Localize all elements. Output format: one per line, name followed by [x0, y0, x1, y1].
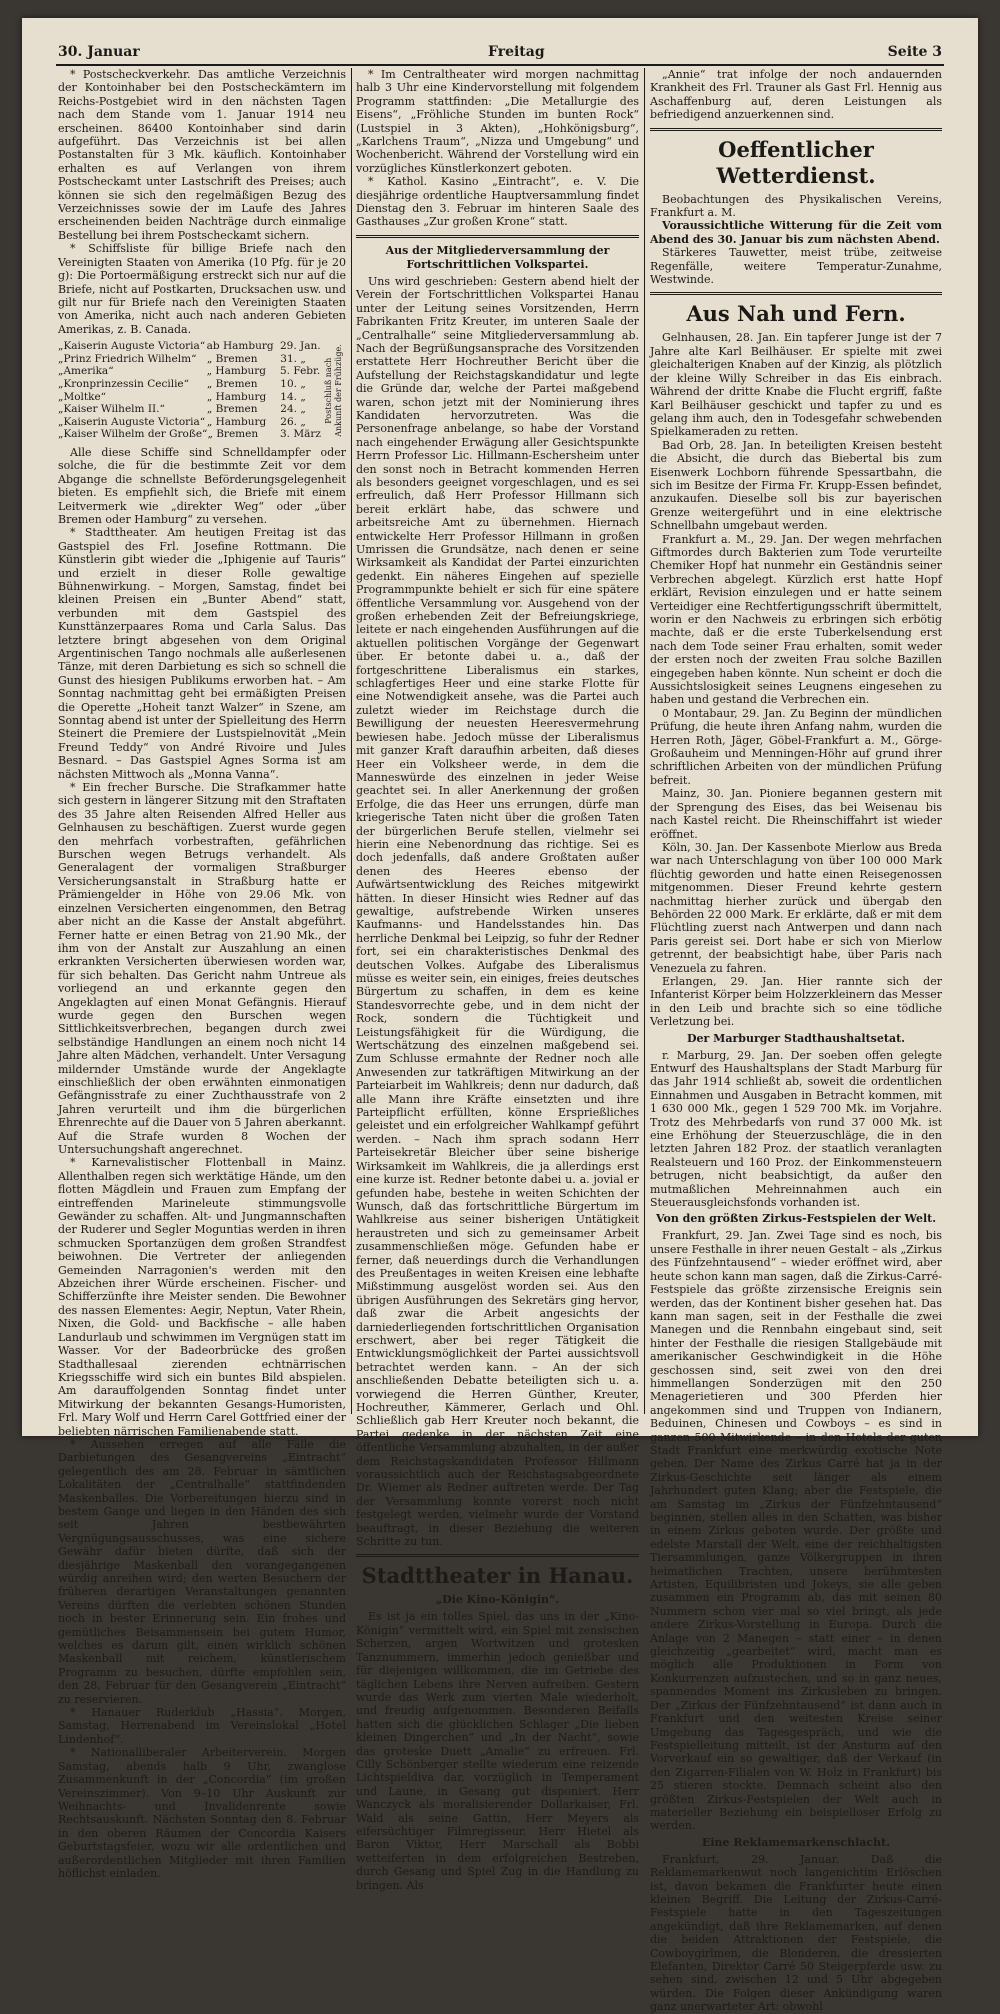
article-koeln: Köln, 30. Jan. Der Kassenbote Mierlow aus Breda war nach Unterschlagung von über 100 000 Mark flüchtig geworden und hatte einen Reisegenossen mitgenommen. Dieser Freund kehrte gestern nachmittag hierher zurück und übergab den Behörden 22 000 Mark. Er erklärte, daß er mit dem Flüchtling zuerst nach Antwerpen und dann nach Paris gereist sei. Dort habe er sich von Mierlow getrennt, der beabsichtigt habe, über Paris nach Venezuela zu fahren.	[650, 840, 942, 975]
subheading-kino-koenigin: „Die Kino-Königin“.	[435, 1593, 560, 1607]
article-reklamemarkenschlacht: Frankfurt, 29. Januar. Daß die Reklamemarkenwut noch langenichtim Erlöschen ist, davon bekamen die Frankfurter heute einen kleinen Begriff. Die Leitung der Zirkus-Carré-Festspiele hatte in den Tageszeitungen angekündigt, daß ihre Reklamemarken, auf denen die beiden Attraktionen der Festspiele, die Cowboygirlmen, die Blonderen, die dressierten Elefanten, Direktor Carré 50 Steigerpferde usw. zu sehen sind, zwischen 12 und 5 Uhr abgegeben würden. Die Folgen dieser Ankündigung waren ganz unerwarteter Art: obwohl	[650, 1852, 942, 2014]
article-schiffsliste-note: Alle diese Schiffe sind Schnelldampfer oder solche, die für die bestimmte Zeit vor dem Abgange die schnellste Beförderungsgelegenheit bieten. Es empfiehlt sich, die Briefe mit einem Leitvermerk wie „direkter Weg“ oder „über Bremen oder Hamburg“ zu versehen.	[58, 445, 346, 526]
article-annie-continued: „Annie“ trat infolge der noch andauernden Krankheit des Frl. Trauner als Gast Frl. Hennig aus Aschaffenburg auf, deren Leistungen als befriedigend anzuerkennen sind.	[650, 68, 942, 122]
article-centraltheater: * Im Centraltheater wird morgen nachmittag halb 3 Uhr eine Kindervorstellung mit folgendem Programm stattfinden: „Die Metallurgie des Eisens“, „Fröhliche Stunden im bunten Rock“ (Lustspiel in 3 Akten), „Hohkönigsburg“, „Karlchens Traum“, „Nizza und Umgebung“ und Wochenbericht. Während der Vorstellung wird ein vorzügliches Künstlerkonzert geboten.	[356, 68, 639, 175]
heading-wetterdienst: Oeffentlicher Wetterdienst.	[716, 136, 876, 188]
weather-forecast: Stärkeres Tauwetter, meist trübe, zeitweise Regenfälle, weitere Temperatur-Zunahme, Westwinde.	[650, 246, 942, 287]
heading-volkspartei: Aus der Mitgliederversammlung der Fortschrittlichen Volkspartei.	[385, 243, 610, 271]
ship-row: „Moltke“ „ Hamburg 14. „	[58, 390, 306, 403]
ship-row: „Kaiser Wilhelm II.“ „ Bremen 24. „	[58, 403, 306, 416]
ship-row: „Kronprinzessin Cecilie“ „ Bremen 10. „	[58, 377, 306, 390]
weather-source: Beobachtungen des Physikalischen Vereins, Frankfurt a. M.	[650, 192, 942, 220]
article-kathol-kasino: * Kathol. Kasino „Eintracht“, e. V. Die diesjährige ordentliche Hauptversammlung findet Dienstag den 3. Februar im hinteren Saale des Gasthauses „Zur großen Krone“ statt.	[356, 175, 639, 229]
weather-period: Voraussichtliche Witterung für die Zeit vom Abend des 30. Januar bis zum nächsten Abend.	[650, 219, 942, 246]
newspaper-page	[22, 18, 978, 2014]
article-bad-orb: Bad Orb, 28. Jan. In beteiligten Kreisen besteht die Absicht, die durch das Biebertal bis zum Eisenwerk Lochborn führende Spessartbahn, die sich im Besitze der Firma Fr. Krupp-Essen befindet, anzukaufen. Dieselbe soll bis zur bayerischen Grenze weitergeführt und in eine elektrische Schnellbahn umgebaut werden.	[650, 438, 942, 533]
heading-stadttheater-hanau: Stadttheater in Hanau.	[361, 1563, 634, 1589]
article-ruderklub-hassia: * Hanauer Ruderklub „Hassia“. Morgen, Samstag, Herrenabend im Vereinslokal „Hotel Lindenhof“.	[58, 1706, 346, 1746]
column-divider	[351, 68, 352, 1414]
article-frankfurt-hopf: Frankfurt a. M., 29. Jan. Der wegen mehrfachen Giftmordes durch Bakterien zum Tode verurteilte Chemiker Hopf hat nunmehr ein Geständnis seiner Verbrechen abgelegt. Kürzlich erst hatte Hopf erklärt, Revision einzulegen und er hatte seinem Verteidiger eine Rechtfertigungsschrift übermittelt, worin er den Nachweis zu erbringen sich erbötig machte, daß er die erste Tuberkelsendung erst nach dem Tode seiner Frau erhalten, somit weder der ersten noch der zweiten Frau solche Bazillen eingegeben haben könnte. Nun scheint er doch die Aussichtslosigkeit seines Leugnens eingesehen zu haben und gestand die Verbrechen ein.	[650, 532, 942, 707]
ship-row: „Amerika“ „ Hamburg 5. Febr.	[58, 365, 321, 378]
column-1	[58, 68, 347, 1880]
article-gelnhausen: Gelnhausen, 28. Jan. Ein tapferer Junge ist der 7 Jahre alte Karl Beilhäuser. Er spielte mit zwei gleichalterigen Knaben auf der Kinzig, als plötzlich der kleine Willy Schreiber in das Eis einbrach. Während der dritte Knabe die Flucht ergriff, faßte Karl Beilhäuser geschickt und tapfer zu und es gelang ihm auch, den in Todesgefahr schwebenden Spielkameraden zu retten.	[650, 331, 942, 439]
section-rule	[650, 128, 942, 131]
page-header	[58, 44, 942, 66]
ship-row: „Kaiserin Auguste Victoria“ ab Hamburg 29. Jan.	[58, 340, 321, 353]
ship-list	[58, 340, 346, 441]
ship-list-note: Postschluß nach Ankunft der Frühzüge.	[324, 344, 343, 437]
article-zirkus-festspiele: Frankfurt, 29. Jan. Zwei Tage sind es noch, bis unsere Festhalle in ihrer neuen Gestalt – als „Zirkus des Fünfzehntausend“ – wieder eröffnet wird, aber heute schon kann man sagen, daß die Zirkus-Carré-Festspiele das größte zirzensische Ereignis sein werden, das der Kontinent bisher gesehen hat. Das kann man sagen, seit in der Festhalle die zwei Manegen und die Rennbahn eingebaut sind, seit hinter der Festhalle die riesigen Stallgebäude mit amerikanischer Geschwindigkeit in die Höhe geschossen sind, seit zwei von den drei himmellangen Sonderzügen mit den 250 Menagerietieren und 300 Pferden hier angekommen sind und Truppen von Indianern, Beduinen, Chinesen und Cowboys – es sind in ganzen 500 Mitwirkende – in den Hotels der guten Stadt Frankfurt eine merkwürdig exotische Note geben. Der Name des Zirkus Carré hat ja in der Zirkus-Geschichte seit länger als einem Jahrhundert guten Klang; aber die Festspiele, die am Samstag im „Zirkus der Fünfzehntausend“ beginnen, stellen alles in den Schatten, was bisher in einem Zirkus geboten wurde. Der größte und edelste Marstall der Welt, eine der reichhaltigsten Tiersammlungen, ganze Völkergruppen in ihren heimatlichen Trachten, unsere berühmtesten Artisten, Equilibristen und Jokeys, sie alle geben zusammen ein Programm ab, das mit seinen 80 Nummern schon vier mal so viel bringt, als jede andere Zirkus-Vorstellung in Europa. Durch die Anlage von 2 Manegen – statt einer – in denen gleichzeitig „gearbeitet“ wird, macht man es möglich alle Produktionen in Form von Konkurrenzen aufzustechen, und so in ganz neues, spannendes Moment ins Zirkusleben zu bringen. Der „Zirkus der Fünfzehntausend“ ist dann auch in Frankfurt und den weitesten Kreise seiner Umgebung das Tagesgespräch, und wie die Festspielleitung mitteilt, ist der Ansturm auf den Vorverkauf ein so gewaltiger, daß der Verkauf (in den Zigarren-Filialen von W. Holz in Frankfurt) bis 25 stieren stockte. Demnach scheint also den größten Zirkus-Festspielen der Welt auch in materieller Beziehung ein beispielloser Erfolg zu werden.	[650, 1229, 942, 1833]
heading-marburg-etat: Der Marburger Stadthaushaltsetat.	[687, 1031, 905, 1045]
heading-zirkus-festspiele: Von den größten Zirkus-Festspielen der Welt.	[655, 1212, 937, 1226]
article-mainz: Mainz, 30. Jan. Pioniere begannen gestern mit der Sprengung des Eises, das bei Weisenau bis nach Kastel reicht. Die Rheinschiffahrt ist wieder eröffnet.	[650, 787, 942, 841]
column-3	[650, 68, 942, 2014]
section-rule	[356, 1554, 639, 1557]
article-kino-koenigin: Es ist ja ein tolles Spiel, das uns in der „Kino-Königin“ vermittelt wird, ein Spiel mit zensischen Scherzen, argen Wortwitzen und grotesken Tanznummern, immerhin jedoch genießbar und für diejenigen willkommen, die im Getriebe des täglichen Lebens ihre Nerven aufreiben. Gestern wurde das Werk zum vierten Male wiederholt, und freudig aufgenommen. Besonderen Beifalls hatten sich die glücklichen Schlager „Die lieben kleinen Dingerchen“ und „In der Nacht“, sowie das groteske Duett „Amalie“ zu erfreuen. Frl. Cilly Schönberger stellte wiederum eine reizende Lichtspieldiva dar, vorzüglich in Temperament und Laune, in Gesang gut disponiert. Herr Wanczyck als moralisierender Dollarkaiser, Frl. Wald als seine Gattin, Herr Meyers als eifersüchtiger Filmregisseur, Herr Hietel als Baron Viktor, Herr Marschall als Bobbi wetteiferten in dem erfolgreichen Bestreben, durch Gesang und Spiel Zug in die Handlung zu bringen. Als	[356, 1610, 639, 1892]
header-page-number: Seite 3	[887, 44, 942, 60]
header-day: Freitag	[488, 44, 545, 60]
article-stadttheater: * Stadttheater. Am heutigen Freitag ist das Gastspiel des Frl. Josefine Rottmann. Die Künstlerin gibt wieder die „Iphigenie auf Tauris“ und erzielt in dieser Rolle gewaltige Bühnenwirkung. – Morgen, Samstag, findet bei kleinen Preisen ein „Bunter Abend“ statt, verbunden mit dem Gastspiel des Kunsttänzerpaares Roma und Carla Salus. Das letztere bringt abgesehen von dem Original Argentinischen Tango nochmals alle außerlesenen Tänze, mit deren Darbietung es sich so schnell die Gunst des hiesigen Publikums erworben hat. – Am Sonntag nachmittag geht bei ermäßigten Preisen die Operette „Hoheit tanzt Walzer“ in Szene, am Sonntag abend ist unter der Spielleitung des Herrn Steinert die Premiere der Lustspielnovität „Mein Freund Teddy“ von André Rivoire und Jules Besnard. – Das Gastspiel Agnes Sorma ist am nächsten Mittwoch als „Monna Vanna“.	[58, 526, 347, 781]
article-eintracht-maskenball: * Aussehen erregen auf alle Fälle die Darbietungen des Gesangvereins „Eintracht“ gelegentlich des am 28. Februar in sämtlichen Lokalitäten der „Centralhalle“ stattfindenden Maskenballes. Die Vorbereitungen hierzu sind in bestem Gange und liegen in den Händen des sich seit Jahren bestbewährten Vergnügungsausschusses, was eine sichere Gewähr dafür bieten dürfte, daß sich der diesjährige Maskenball den vorangegangenen würdig anreihen wird; den werten Besuchern der früheren derartigen Veranstaltungen genannten Vereins dürften die verlebten schönen Stunden noch in bester Erinnerung sein. Ein frohes und gemütliches Beisammensein bei gutem Humor, welches es darum gilt, einen wirklich schönen Maskenball mit reichem, künstlerischem Programm zu besuchen, dürfte empfohlen sein, den 28. Februar für den Gesangverein „Eintracht“ zu reservieren.	[58, 1437, 346, 1706]
ship-row: „Kaiser Wilhelm der Große“ „ Bremen 3. März	[58, 428, 321, 441]
article-arbeiterverein: * Nationalliberaler Arbeiterverein. Morgen Samstag, abends halb 9 Uhr, zwanglose Zusammenkunft in der „Concordia“ (im großen Vereinszimmer). Von 9–10 Uhr Auskunft zur Weihnachts- und Invalidenrente sowie Rechtsauskunft. Nächsten Sonntag den 8. Februar in den oberen Räumen der Concordia Kaisers Geburtstagsfeier, wozu wir alle ordentlichen und außerordentlichen Mitglieder mit ihren Familien höflichst einladen.	[58, 1746, 346, 1880]
heading-reklamemarkenschlacht: Eine Reklamemarkenschlacht.	[701, 1835, 891, 1849]
article-volkspartei: Uns wird geschrieben: Gestern abend hielt der Verein der Fortschrittlichen Volkspartei Hanau unter der Leitung seines Vorsitzenden, Herrn Fabrikanten Fritz Kreuter, im unteren Saale der „Centralhalle“ seine Mitgliederversammlung ab. Nach der Begrüßungsansprache des Vorsitzenden erstattete Herr Hochreuther Bericht über die Aufstellung der Reichstagskandidatur und legte die Gründe dar, welche der Partei maßgebend waren, schon jetzt mit der Nominierung ihres Kandidaten hervorzutreten. Was die Personenfrage anbelange, so habe der Vorstand nach eingehender Erwägung aller Gesichtspunkte Herrn Professor Lic. Hillmann-Eschersheim unter den sonst noch in Betracht kommenden Herren als besonders geeignet vorgeschlagen, und es sei erfreulich, daß Herr Professor Hillmann sich bereit erklärt habe, das schwere und arbeitsreiche Amt zu übernehmen. Hiernach entwickelte Herr Professor Hillmann in großen Umrissen die Grundsätze, nach denen er seine Wirksamkeit als Kandidat der Partei einzurichten gedenkt. Ein näheres Eingehen auf spezielle Programmpunkte behielt er sich für eine spätere öffentliche Versammlung vor. Ausgehend von der großen erhebenden Zeit der Befreiungskriege, leitete er nach eingehenden Ausführungen auf die aktuellen politischen Vorgänge der Gegenwart über. Er betonte dabei u. a., daß der fortgeschrittene Liberalismus ein starkes, schlagfertiges Heer und eine starke Flotte für eine Notwendigkeit ansehe, was die Partei auch zuletzt wieder im Reichstage durch die Bewilligung der neuesten Heeresvermehrung bewiesen habe. Jedoch müsse der Liberalismus mit ganzer Kraft daraufhin arbeiten, daß dieses Heer ein Volksheer werde, in dem die Manneswürde des einzelnen in jeder Weise geachtet sei. In aller Anerkennung der großen Erfolge, die das Heer uns errungen, dürfe man kriegerische Taten nicht über die großen Taten der bürgerlichen Berufe stellen, vielmehr sei hierin eine Nebenordnung das richtige. Sei es doch jedenfalls, daß andere Großtaten außer denen des Heeres ebenso der Aufwärtsentwicklung des Reiches mitgewirkt hätten. In dieser Hinsicht wies Redner auf das gewaltige, aufstrebende Wirken unseres Kaufmanns- und Handelsstandes hin. Das herrliche Denkmal bei Leipzig, so fuhr der Redner fort, sei ein charakteristisches Denkmal des deutschen Volkes. Aufgabe des Liberalismus müsse es weiter sein, ein einiges, freies deutsches Bürgertum zu schaffen, in dem es keine Standesvorrechte gebe, und in dem nicht der Rock, sondern die Tüchtigkeit und Leistungsfähigkeit für die Würdigung, die Wertschätzung des einzelnen maßgebend sei. Zum Schlusse ermahnte der Redner noch alle Anwesenden zur tatkräftigen Mitwirkung an der Parteiarbeit im Wahlkreis; denn nur dadurch, daß alle Mann ihre Kräfte einsetzten und ihre Parteipflicht erfüllten, könne Ersprießliches geleistet und ein erfolgreicher Wahlkampf geführt werden. – Nach ihm sprach sodann Herr Parteisekretär Bleicher über seine bisherige Wirksamkeit im Wahlkreis, die ja allerdings erst eine kurze ist. Redner betonte dabei u. a. jovial er gefunden habe, bestehe in weiten Schichten der Wunsch, daß das fortschrittliche Bürgertum im Wahlkreise aus seiner bisherigen Untätigkeit heraustreten und sich zu gemeinsamer Arbeit zusammenschließen möge. Gefunden habe er ferner, daß neuerdings durch die Verhandlungen des Preußentages in weiten Kreisen eine lebhafte Mißstimmung ausgelöst worden sei. Aus den übrigen Ausführungen des Sekretärs ging hervor, daß zwar die Arbeit angesichts der darniederliegenden fortschrittlichen Organisation erschwert, aber bei reger Tätigkeit die Entwicklungsmöglichkeit der Partei aussichtsvoll betrachtet werden kann. – An der sich anschließenden Debatte beteiligten sich u. a. vorwiegend die Herren Günther, Kreuter, Hochreuther, Kämmerer, Gerlach und Ohl. Schließlich gab Herr Kreuter noch bekannt, die Partei gedenke in der nächsten Zeit eine öffentliche Versammlung abzuhalten, in der außer dem Reichstagskandidaten Professor Hillmann voraussichtlich auch der Reichstagsabgeordnete Dr. Wiemer als Redner auftreten werde. Der Tag der Versammlung konnte vorerst noch nicht festgelegt werden, vielmehr wurde der Vorstand beauftragt, in dieser Beziehung die weiteren Schritte zu tun.	[356, 274, 639, 1549]
heading-aus-nah-und-fern: Aus Nah und Fern.	[686, 301, 906, 327]
header-date: 30. Januar	[58, 44, 140, 60]
ship-row: „Kaiserin Auguste Victoria“ „ Hamburg 26. „	[58, 415, 306, 428]
article-schiffsliste: * Schiffsliste für billige Briefe nach den Vereinigten Staaten von Amerika (10 Pfg. für je 20 g): Die Portoermäßigung erstreckt sich nur auf die Briefe, nicht auf Postkarten, Drucksachen usw. und gilt nur für Briefe nach den Vereinigten Staaten von Amerika, nicht auch nach anderen Gebieten Amerikas, z. B. Canada.	[58, 242, 346, 336]
column-2	[356, 68, 639, 1892]
article-erlangen: Erlangen, 29. Jan. Hier rannte sich der Infanterist Körper beim Holzzerkleinern das Messer in den Leib und brachte sich so eine tödliche Verletzung bei.	[650, 974, 942, 1029]
ship-row: „Prinz Friedrich Wilhelm“ „ Bremen 31. „	[58, 352, 306, 365]
article-montabaur: 0 Montabaur, 29. Jan. Zu Beginn der mündlichen Prüfung, die heute ihren Anfang nahm, wurden die Herren Roth, Jäger, Göbel-Frankfurt a. M., Görge-Großauheim und Menningen-Höhr auf grund ihrer schriftlichen Arbeiten von der mündlichen Prüfung befreit.	[650, 706, 942, 787]
article-flottenball-mainz: * Karnevalistischer Flottenball in Mainz. Allenthalben regen sich werktätige Hände, um den flotten Mägdlein und Frauen zum Empfang der eintreffenden Marineleute stimmungsvolle Gewänder zu schaffen. Alt- und Jungmannschaften der Ruderer und Segler Moguntias werden in ihren schmucken Sportanzügen dem großen Strandfest beiwohnen. Die Vertreter der anliegenden Gemeinden Narragonien's werden mit den Abzeichen ihrer Würde erscheinen. Fischer- und Schifferzünfte ihre Meister senden. Die Bewohner des nassen Elementes: Aegir, Neptun, Vater Rhein, Nixen, die Gold- und Backfische – alle haben Landurlaub und schwimmen im Vergnügen statt im Wasser. Vor der Badeorbrücke des großen Stadthallesaal zierenden echtnärrischen Kriegsschiffe wird sich ein buntes Bild abspielen. Am darauffolgenden Sonntag findet unter Mitwirkung der bekannten Gesangs-Humoristen, Frl. Mary Wolf und Herrn Carel Gottfried einer der beliebten närrischen Familienabende statt.	[58, 1156, 346, 1438]
article-frecher-bursche: * Ein frecher Bursche. Die Strafkammer hatte sich gestern in längerer Sitzung mit den Straftaten des 35 Jahre alten Reisenden Alfred Heller aus Gelnhausen zu beschäftigen. Zuerst wurde gegen den mehrfach vorbestraften, gefährlichen Burschen wegen Betrugs verhandelt. Als Generalagent der vormaligen Straßburger Versicherungsanstalt in Straßburg hatte er Prämiengelder in Höhe von 29.06 Mk. von einzelnen Versicherten eingenommen, den Betrag aber nicht an die Kasse der Anstalt abgeführt. Ferner hatte er einen Betrag von 21.90 Mk., der ihm von der Anstalt zur Auszahlung an einen erkrankten Versicherten überwiesen worden war, für sich behalten. Das Gericht nahm Untreue als vorliegend an und erkannte gegen den Angeklagten auf einen Monat Gefängnis. Hierauf wurde gegen den Burschen wegen Sittlichkeitsverbrechen, begangen durch zwei selbständige Handlungen an einem noch nicht 14 Jahre alten Mädchen, verhandelt. Unter Versagung mildernder Umstände wurde der Angeklagte einschließlich der oben erwähnten einmonatigen Gefängnisstrafe zu einer Zuchthausstrafe von 2 Jahren verurteilt und ihm die bürgerlichen Ehrenrechte auf die Dauer von 5 Jahren aberkannt. Auf die Strafe wurden 8 Wochen der Untersuchungshaft angerechnet.	[58, 781, 346, 1156]
header-rule	[56, 64, 944, 66]
section-rule	[356, 235, 639, 238]
article-marburg: r. Marburg, 29. Jan. Der soeben offen gelegte Entwurf des Haushaltsplans der Stadt Marburg für das Jahr 1914 schließt ab, soweit die ordentlichen Einnahmen und Ausgaben in Betracht kommen, mit 1 630 000 Mk., gegen 1 529 700 Mk. im Vorjahre. Trotz des Mehrbedarfs von rund 37 000 Mk. ist eine Erhöhung der Steuerzuschläge, die in den letzten Jahren 182 Proz. der staatlich veranlagten Realsteuern und 160 Proz. der Einkommensteuern betrugen, nicht beabsichtigt, da außer den mutmaßlichen Mehreinnahmen auch ein Steuerausgleichsfonds vorhanden ist.	[650, 1048, 942, 1210]
column-divider	[644, 68, 645, 1414]
article-postscheckverkehr: * Postscheckverkehr. Das amtliche Verzeichnis der Kontoinhaber bei den Postscheckämtern im Reichs-Postgebiet wird in den nächsten Tagen nach dem Stande vom 1. Januar 1914 neu erscheinen. 86400 Kontoinhaber sind darin aufgeführt. Das Verzeichnis ist bei allen Postanstalten für 3 Mk. käuflich. Kontoinhaber erhalten es auf Verlangen von ihrem Postscheckamt unter Lastschrift des Preises; auch können sie sich den regelmäßigen Bezug des Verzeichnisses sowie der im Laufe des Jahres erscheinenden beiden Nachträge durch einmalige Bestellung bei ihrem Postscheckamt sichern.	[58, 68, 346, 242]
section-rule	[650, 292, 942, 295]
